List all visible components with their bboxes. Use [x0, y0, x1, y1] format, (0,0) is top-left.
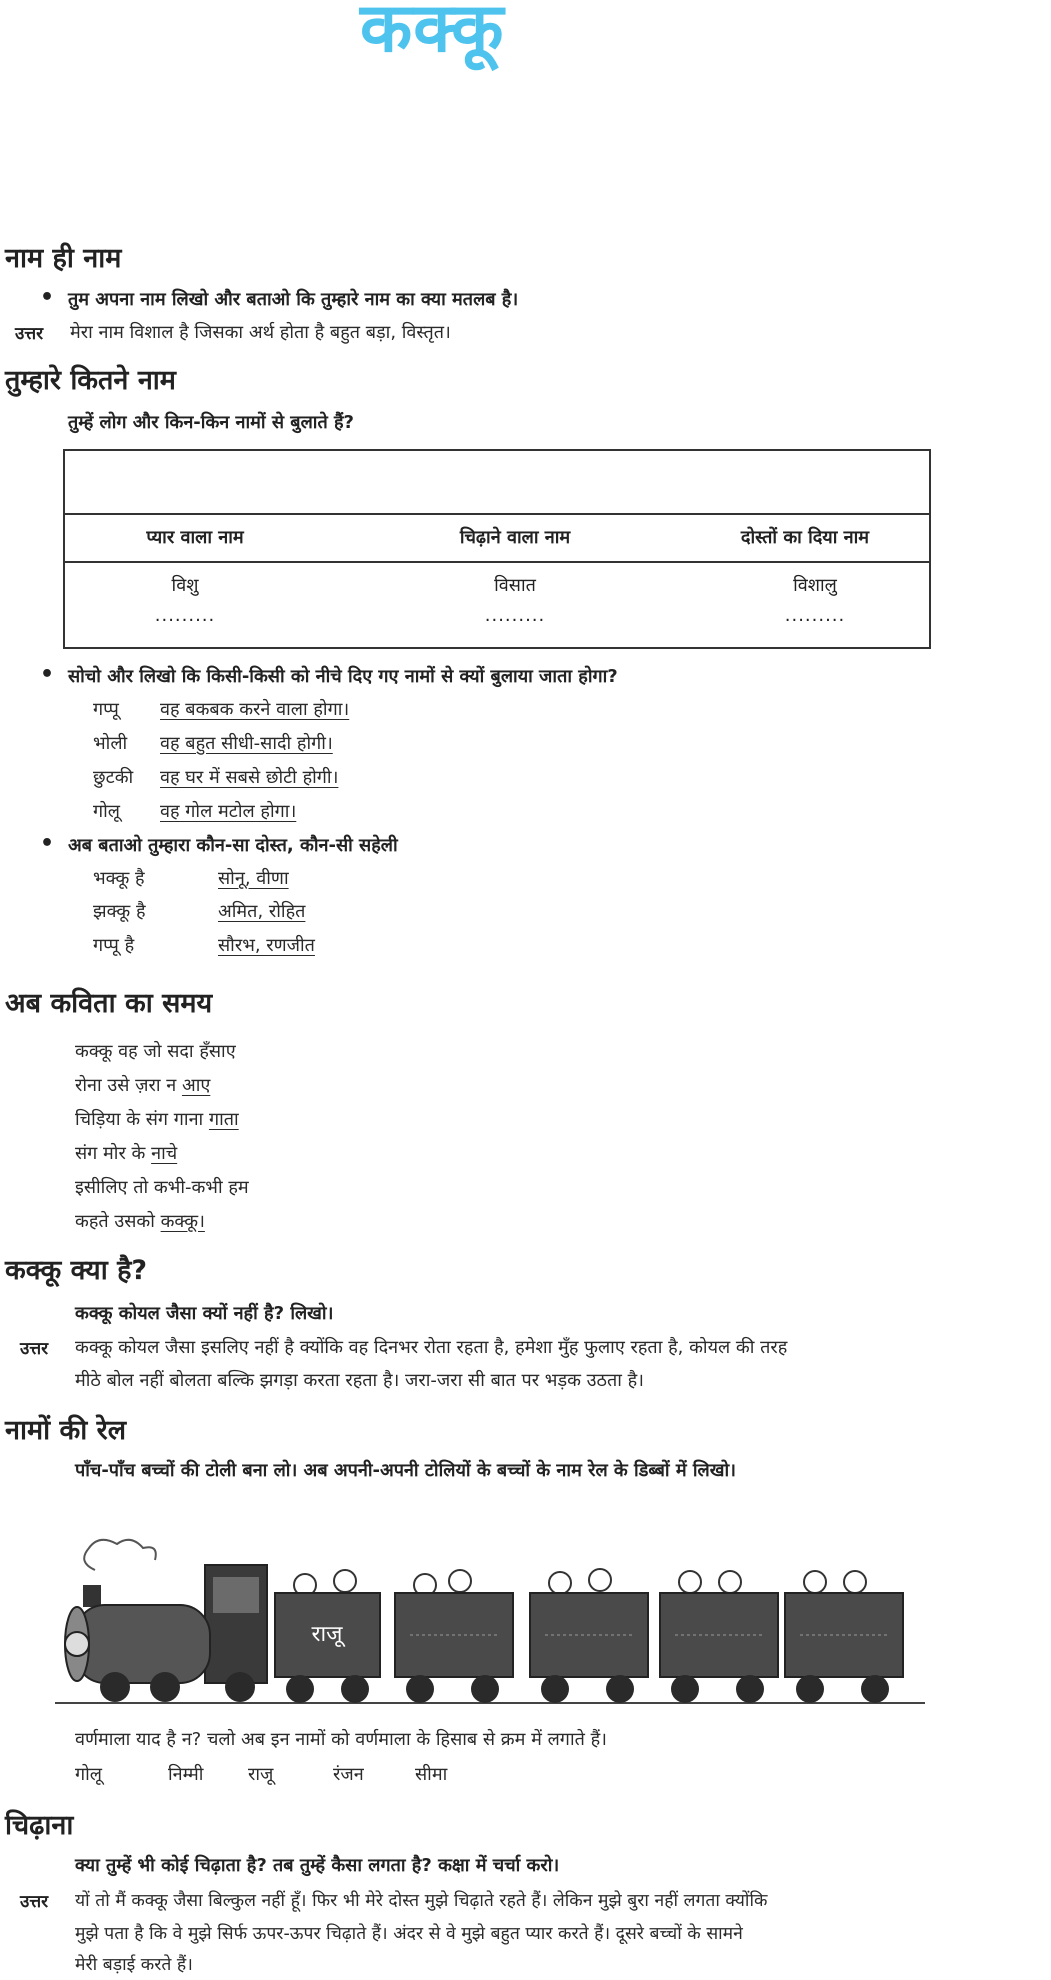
coach-2: [395, 1570, 513, 1703]
reason-text: वह गोल मटोल होगा।: [160, 801, 297, 822]
table-cell-value: विसात: [494, 575, 536, 596]
poem-line: रोना उसे ज़रा न आए: [75, 1075, 211, 1096]
names-table: [63, 449, 931, 649]
answer-koyal-line2: मीठे बोल नहीं बोलता बल्कि झगड़ा करता रहता है। जरा-जरा सी बात पर भड़क उठता है।: [75, 1370, 644, 1391]
reason-name: भोली: [93, 733, 128, 754]
table-header-doston: दोस्तों का दिया नाम: [740, 527, 870, 548]
table-cell-value: विशु: [171, 575, 199, 596]
section-heading-naam-hi-naam: नाम ही नाम: [5, 243, 122, 274]
table-header-pyar: प्यार वाला नाम: [146, 527, 244, 548]
coach-name-label: राजू: [311, 1622, 343, 1647]
reason-text: वह बकबक करने वाला होगा।: [160, 699, 350, 720]
engine-icon: [65, 1565, 267, 1702]
coach-5: [785, 1571, 903, 1703]
table-cell-dots: .........: [484, 605, 546, 626]
friend-label: गप्पू है: [93, 935, 135, 956]
section-heading-naamon-ki-rel: नामों की रेल: [5, 1415, 126, 1446]
smoke-icon: [84, 1540, 156, 1570]
table-cell-dots: .........: [154, 605, 216, 626]
sorted-name: गोलू: [75, 1764, 102, 1785]
sorted-name: राजू: [248, 1764, 274, 1785]
table-header-chidhane: चिढ़ाने वाला नाम: [459, 527, 571, 548]
table-cell-value: विशालु: [793, 575, 837, 596]
question-names-called: तुम्हें लोग और किन-किन नामों से बुलाते हैं?: [68, 412, 354, 433]
question-teasing: क्या तुम्हें भी कोई चिढ़ाता है? तब तुम्हें कैसा लगता है? कक्षा में चर्चा करो।: [75, 1855, 560, 1876]
section-heading-kakku-kya-hai: कक्कू क्या है?: [5, 1255, 148, 1286]
reason-name: गोलू: [93, 801, 120, 822]
poem-line: संग मोर के नाचे: [75, 1143, 178, 1164]
coach-3: [530, 1569, 648, 1703]
section-heading-chidhana: चिढ़ाना: [5, 1810, 74, 1841]
question-why-called: • सोचो और लिखो कि किसी-किसी को नीचे दिए गए नामों से क्यों बुलाया जाता होगा?: [68, 664, 618, 688]
answer-label: उत्तर: [20, 1892, 49, 1912]
answer-teasing-line2: मुझे पता है कि वे मुझे सिर्फ ऊपर-ऊपर चिढ़ाते हैं। अंदर से वे मुझे बहुत प्यार करते हैं। दूसरे बच्चों के सामने: [75, 1924, 743, 1944]
sorted-name: रंजन: [333, 1764, 364, 1785]
question-friends: • अब बताओ तुम्हारा कौन-सा दोस्त, कौन-सी सहेली: [68, 833, 398, 857]
question-train-names: पाँच-पाँच बच्चों की टोली बना लो। अब अपनी-अपनी टोलियों के बच्चों के नाम रेल के डिब्बों में लिखो।: [75, 1460, 736, 1481]
friend-names: सौरभ, रणजीत: [218, 935, 315, 956]
poem-line: कहते उसको कक्कू।: [75, 1211, 205, 1232]
poem-line: चिड़िया के संग गाना गाता: [75, 1109, 239, 1130]
reason-text: वह बहुत सीधी-सादी होगी।: [160, 733, 333, 754]
question-name-meaning: • तुम अपना नाम लिखो और बताओ कि तुम्हारे नाम का क्या मतलब है।: [68, 287, 518, 311]
section-heading-kitne-naam: तुम्हारे कितने नाम: [5, 365, 176, 396]
answer-teasing-line3: मेरी बड़ाई करते हैं।: [75, 1955, 193, 1975]
section-heading-kavita: अब कविता का समय: [5, 988, 213, 1019]
reason-name: छुटकी: [93, 767, 134, 788]
friend-names: सोनू, वीणा: [218, 868, 289, 889]
poem-line: कक्कू वह जो सदा हँसाए: [75, 1041, 236, 1062]
sorted-name: निम्मी: [168, 1764, 204, 1785]
reason-name: गप्पू: [93, 699, 119, 720]
coach-4: [660, 1571, 778, 1703]
sorted-name: सीमा: [415, 1764, 448, 1785]
page-title: कक्कू: [360, 0, 505, 68]
answer-koyal-line1: कक्कू कोयल जैसा इसलिए नहीं है क्योंकि वह दिनभर रोता रहता है, हमेशा मुँह फुलाए रहता है, कोयल की तरह: [75, 1337, 788, 1358]
poem-line: इसीलिए तो कभी-कभी हम: [75, 1177, 249, 1198]
answer-label: उत्तर: [20, 1339, 49, 1359]
friend-label: झक्कू है: [93, 901, 146, 922]
reason-text: वह घर में सबसे छोटी होगी।: [160, 767, 339, 788]
answer-label: उत्तर: [15, 324, 44, 344]
alphabet-instruction: वर्णमाला याद है न? चलो अब इन नामों को वर्णमाला के हिसाब से क्रम में लगाते हैं।: [75, 1729, 607, 1750]
table-cell-dots: .........: [784, 605, 846, 626]
train-illustration: [55, 1525, 925, 1715]
answer-teasing-line1: यों तो मैं कक्कू जैसा बिल्कुल नहीं हूँ। फिर भी मेरे दोस्त मुझे चिढ़ाते रहते हैं। लेकिन मुझे बुरा नहीं लगता क्योंकि: [75, 1891, 768, 1911]
question-koyal: कक्कू कोयल जैसा क्यों नहीं है? लिखो।: [75, 1303, 334, 1324]
answer-name-meaning: मेरा नाम विशाल है जिसका अर्थ होता है बहुत बड़ा, विस्तृत।: [70, 322, 451, 343]
friend-label: भक्कू है: [93, 868, 145, 889]
poem: [75, 1035, 249, 1239]
friend-names: अमित, रोहित: [218, 901, 306, 922]
